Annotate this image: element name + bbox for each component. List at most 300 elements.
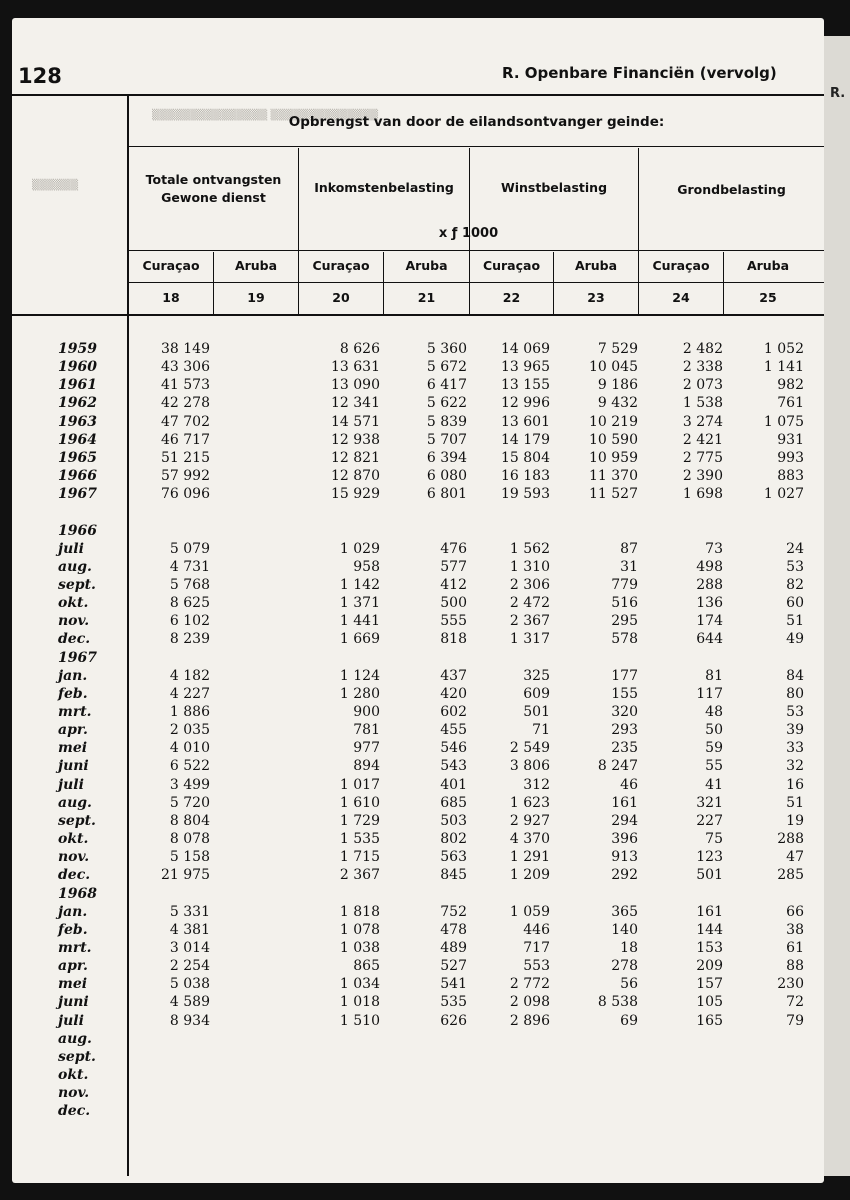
table-cell: 6 801	[426, 486, 467, 503]
table-cell: 157	[696, 976, 723, 993]
table-cell: 1 715	[339, 849, 380, 866]
table-cell: 1 280	[339, 685, 380, 702]
table-cell: 14 069	[501, 341, 550, 357]
table-cell: 900	[353, 704, 380, 720]
table-cell: 503	[440, 812, 467, 829]
table-cell: 136	[696, 595, 723, 612]
label-rule	[129, 282, 824, 283]
table-cell: 123	[696, 849, 723, 866]
table-cell: 5 707	[426, 431, 467, 448]
table-cell: 455	[440, 722, 467, 739]
table-cell: 153	[696, 939, 723, 956]
table-cell: 12 870	[331, 468, 380, 485]
row-label: aug.	[58, 794, 92, 811]
table-cell: 5 158	[169, 849, 210, 866]
table-cell: 5 768	[169, 576, 210, 593]
table-cell: 55	[705, 758, 723, 775]
table-cell: 10 219	[589, 413, 638, 430]
table-cell: 38 149	[161, 341, 210, 357]
table-cell: 437	[440, 667, 467, 684]
table-cell: 913	[611, 849, 638, 866]
table-cell: 4 010	[169, 740, 210, 757]
table-cell: 16 183	[501, 468, 550, 485]
table-cell: 1 027	[763, 486, 804, 503]
column-number: 18	[162, 290, 180, 305]
row-label: feb.	[58, 921, 88, 938]
table-cell: 982	[777, 377, 804, 394]
table-cell: 227	[696, 812, 723, 829]
table-cell: 1 886	[169, 704, 210, 720]
table-cell: 1 291	[509, 849, 550, 866]
table-cell: 41 573	[161, 377, 210, 394]
table-cell: 577	[440, 558, 467, 575]
table-cell: 2 775	[682, 449, 723, 466]
table-cell: 543	[440, 758, 467, 775]
table-cell: 19 593	[501, 486, 550, 503]
table-cell: 80	[786, 685, 804, 702]
table-cell: 4 381	[169, 921, 210, 938]
column-number: 21	[417, 290, 436, 305]
table-cell: 717	[523, 939, 550, 956]
table-cell: 420	[440, 685, 467, 702]
row-label: aug.	[58, 1030, 92, 1047]
table-cell: 2 927	[509, 812, 550, 829]
row-label: 1967	[58, 486, 97, 503]
table-cell: 155	[611, 685, 638, 702]
table-cell: 177	[611, 667, 638, 684]
table-cell: 5 360	[426, 341, 467, 357]
table-cell: 38	[786, 921, 804, 938]
row-label: juni	[58, 994, 89, 1011]
table-cell: 13 090	[331, 377, 380, 394]
table-cell: 161	[696, 903, 723, 920]
table-cell: 958	[353, 558, 380, 575]
row-label: mei	[58, 740, 88, 757]
table-cell: 12 996	[501, 395, 550, 412]
table-cell: 478	[440, 921, 467, 938]
table-cell: 8 078	[169, 831, 210, 848]
table-cell: 9 432	[597, 395, 638, 412]
table-cell: 321	[696, 794, 723, 811]
table-cell: 293	[611, 722, 638, 739]
row-label: 1963	[58, 413, 97, 430]
table-cell: 476	[440, 540, 467, 557]
table-cell: 1 610	[339, 794, 380, 811]
table-cell: 53	[786, 704, 804, 720]
table-cell: 75	[705, 831, 723, 848]
table-cell: 412	[440, 576, 467, 593]
row-label: dec.	[58, 867, 91, 884]
table-cell: 76 096	[161, 486, 210, 503]
row-label: okt.	[58, 831, 89, 848]
table-cell: 7 529	[597, 341, 638, 357]
table-cell: 11 370	[589, 468, 638, 485]
table-cell: 288	[696, 576, 723, 593]
row-label: sept.	[58, 812, 96, 829]
table-cell: 1 623	[509, 794, 550, 811]
table-cell: 1 538	[682, 395, 723, 412]
table-cell: 87	[620, 540, 638, 557]
table-cell: 8 804	[169, 812, 210, 829]
table-cell: 845	[440, 867, 467, 884]
table-cell: 48	[705, 704, 723, 720]
table-cell: 42 278	[161, 395, 210, 412]
row-label: juni	[58, 758, 89, 775]
table-cell: 105	[696, 994, 723, 1011]
row-label: 1966	[58, 468, 97, 485]
table-cell: 81	[705, 667, 723, 684]
table-cell: 19	[786, 812, 804, 829]
table-cell: 555	[440, 613, 467, 630]
table-cell: 546	[440, 740, 467, 757]
table-cell: 3 499	[169, 776, 210, 793]
table-cell: 501	[523, 704, 550, 720]
table-cell: 14 179	[501, 431, 550, 448]
table-cell: 401	[440, 776, 467, 793]
table-cell: 563	[440, 849, 467, 866]
table-cell: 8 625	[169, 595, 210, 612]
row-label: juli	[58, 776, 84, 793]
table-cell: 761	[777, 395, 804, 412]
row-label: okt.	[58, 1067, 89, 1083]
table-cell: 230	[777, 976, 804, 993]
table-cell: 49	[786, 631, 804, 648]
table-cell: 865	[353, 958, 380, 975]
table-cell: 4 370	[509, 831, 550, 848]
table-cell: 2 367	[339, 867, 380, 884]
row-label: apr.	[58, 958, 88, 975]
table-cell: 84	[786, 667, 804, 684]
row-label: 1967	[58, 649, 97, 666]
table-cell: 2 367	[509, 613, 550, 630]
row-label: jan.	[58, 667, 88, 684]
column-label: Curaçao	[482, 258, 541, 273]
column-label: Aruba	[574, 258, 618, 273]
table-cell: 1 034	[339, 976, 380, 993]
table-cell: 88	[786, 958, 804, 975]
table-cell: 4 731	[169, 558, 210, 575]
table-cell: 51	[786, 794, 804, 811]
table-cell: 2 772	[509, 976, 550, 993]
table-cell: 609	[523, 685, 550, 702]
row-label: 1965	[58, 449, 97, 466]
table-cell: 6 417	[426, 377, 467, 394]
table-cell: 79	[786, 1012, 804, 1029]
table-cell: 56	[620, 976, 638, 993]
column-number: 20	[332, 290, 350, 305]
column-number: 23	[587, 290, 605, 305]
table-cell: 3 274	[682, 413, 723, 430]
unit-label: x ƒ 1000	[438, 226, 499, 241]
row-label: nov.	[58, 613, 90, 630]
next-page-edge	[824, 36, 850, 1176]
table-cell: 8 626	[339, 341, 380, 357]
row-label: sept.	[58, 1048, 96, 1065]
table-cell: 53	[786, 558, 804, 575]
table-cell: 5 720	[169, 794, 210, 811]
table-cell: 161	[611, 794, 638, 811]
table-cell: 1 038	[339, 939, 380, 956]
row-label: jan.	[58, 903, 88, 920]
table-cell: 31	[620, 558, 638, 575]
table-cell: 1 209	[509, 867, 550, 884]
table-cell: 1 669	[339, 631, 380, 648]
table-cell: 47	[786, 849, 804, 866]
column-number: 19	[247, 290, 265, 305]
column-label: Curaçao	[312, 258, 370, 273]
row-label: 1964	[58, 431, 97, 448]
table-cell: 15 804	[501, 449, 550, 466]
table-cell: 1 562	[509, 540, 550, 557]
group-header-2: Inkomstenbelasting	[314, 180, 454, 195]
table-cell: 6 080	[426, 468, 467, 485]
table-cell: 1 818	[339, 903, 380, 920]
table-cell: 1 142	[339, 576, 380, 593]
table-cell: 295	[611, 613, 638, 630]
table-cell: 8 247	[597, 758, 638, 775]
table-cell: 43 306	[161, 359, 210, 376]
table-cell: 5 038	[169, 976, 210, 993]
table-cell: 13 631	[331, 359, 380, 376]
table-cell: 931	[777, 431, 804, 448]
table-cell: 4 182	[169, 667, 210, 684]
table-cell: 1 124	[339, 667, 380, 684]
page-heading: R. Openbare Financiën (vervolg)	[502, 64, 777, 82]
table-cell: 41	[705, 776, 723, 793]
table-cell: 2 390	[682, 468, 723, 485]
table-cell: 5 079	[169, 540, 210, 557]
table-cell: 2 896	[509, 1012, 550, 1029]
next-page-fragment: R.	[830, 86, 846, 101]
table-cell: 2 338	[682, 359, 723, 376]
header-rule	[129, 250, 824, 251]
table-cell: 66	[786, 903, 804, 920]
table-cell: 2 306	[509, 576, 550, 593]
header-bottom-rule	[12, 314, 824, 316]
table-cell: 2 472	[509, 595, 550, 612]
table-cell: 1 441	[339, 613, 380, 630]
bleed-through: ▒▒▒▒▒▒	[32, 180, 79, 191]
table-cell: 781	[353, 722, 380, 739]
table-cell: 59	[705, 740, 723, 757]
table-cell: 69	[620, 1012, 638, 1029]
table-cell: 1 052	[763, 341, 804, 357]
table-cell: 46	[620, 776, 638, 793]
row-label: 1960	[58, 359, 97, 376]
table-cell: 5 622	[426, 395, 467, 412]
column-label: Curaçao	[142, 258, 200, 273]
table-cell: 16	[786, 776, 804, 793]
table-cell: 50	[705, 722, 723, 739]
table-cell: 553	[523, 958, 550, 975]
table-cell: 685	[440, 794, 467, 811]
table-cell: 752	[440, 903, 467, 920]
table-cell: 165	[696, 1012, 723, 1029]
table-cell: 2 549	[509, 740, 550, 757]
table-cell: 13 965	[501, 359, 550, 376]
table-cell: 527	[440, 958, 467, 975]
table-cell: 140	[611, 921, 638, 938]
table-cell: 285	[777, 867, 804, 884]
row-label: mrt.	[58, 939, 92, 956]
table-cell: 13 601	[501, 413, 550, 430]
table-cell: 1 371	[339, 595, 380, 612]
table-cell: 5 331	[169, 903, 210, 920]
group-header-1-line2: Gewone dienst	[161, 190, 266, 205]
column-number: 22	[502, 290, 521, 305]
table-cell: 779	[611, 576, 638, 593]
table-cell: 1 729	[339, 812, 380, 829]
table-cell: 71	[532, 722, 550, 739]
row-label: juli	[58, 1012, 84, 1029]
table-cell: 4 227	[169, 685, 210, 702]
table-cell: 51	[786, 613, 804, 630]
row-label: 1962	[58, 395, 97, 412]
table-cell: 292	[611, 867, 638, 884]
table-cell: 8 538	[597, 994, 638, 1011]
table-cell: 1 698	[682, 486, 723, 503]
row-label: okt.	[58, 595, 89, 612]
table-cell: 288	[777, 831, 804, 848]
table-cell: 61	[786, 939, 804, 956]
table-cell: 5 672	[426, 359, 467, 376]
row-label: sept.	[58, 576, 96, 593]
table-cell: 32	[786, 758, 804, 775]
table-cell: 396	[611, 831, 638, 848]
table-cell: 6 394	[426, 449, 467, 466]
table-cell: 602	[440, 704, 467, 720]
table-cell: 47 702	[161, 413, 210, 430]
table-cell: 39	[786, 722, 804, 739]
table-cell: 312	[523, 776, 550, 793]
column-number: 24	[672, 290, 690, 305]
table-cell: 8 239	[169, 631, 210, 648]
table-cell: 6 102	[169, 613, 210, 630]
table-cell: 12 341	[331, 395, 380, 412]
table-cell: 325	[523, 667, 550, 684]
group-header-4: Grondbelasting	[677, 182, 786, 197]
table-cell: 894	[353, 758, 380, 775]
table-cell: 1 510	[339, 1012, 380, 1029]
table-cell: 489	[440, 939, 467, 956]
row-label: juli	[58, 540, 84, 557]
table-cell: 541	[440, 976, 467, 993]
row-label: dec.	[58, 1103, 91, 1120]
table-cell: 1 535	[339, 831, 380, 848]
table-cell: 12 821	[331, 449, 380, 466]
table-cell: 4 589	[169, 994, 210, 1011]
group-header-3: Winstbelasting	[500, 180, 608, 195]
table-cell: 2 421	[682, 431, 723, 448]
table-cell: 1 059	[509, 903, 550, 920]
table-cell: 2 098	[509, 994, 550, 1011]
table-cell: 11 527	[589, 486, 638, 503]
table-cell: 8 934	[169, 1012, 210, 1029]
column-label: Aruba	[234, 258, 278, 273]
page-number: 128	[18, 64, 62, 88]
table-cell: 516	[611, 595, 638, 612]
table-cell: 644	[696, 631, 723, 648]
table-cell: 209	[696, 958, 723, 975]
table-cell: 802	[440, 831, 467, 848]
row-label: 1968	[58, 885, 97, 902]
table-cell: 535	[440, 994, 467, 1011]
table-cell: 235	[611, 740, 638, 757]
table-cell: 12 938	[331, 431, 380, 448]
table-cell: 144	[696, 921, 723, 938]
table-cell: 60	[786, 595, 804, 612]
table-cell: 6 522	[169, 758, 210, 775]
row-label: 1966	[58, 522, 97, 539]
column-label: Aruba	[405, 258, 448, 273]
row-label: nov.	[58, 1085, 90, 1102]
row-label: aug.	[58, 558, 92, 575]
title-rule	[129, 146, 824, 147]
column-label: Curaçao	[652, 258, 710, 273]
table-cell: 117	[696, 685, 723, 702]
table-cell: 33	[786, 740, 804, 757]
row-label: 1959	[58, 341, 97, 357]
table-cell: 21 975	[161, 867, 210, 884]
table-cell: 993	[777, 449, 804, 466]
table-cell: 501	[696, 867, 723, 884]
table-cell: 57 992	[161, 468, 210, 485]
table-cell: 1 017	[339, 776, 380, 793]
row-label: nov.	[58, 849, 90, 866]
table-cell: 10 959	[589, 449, 638, 466]
table-cell: 1 029	[339, 540, 380, 557]
table-cell: 2 073	[682, 377, 723, 394]
table-top-rule	[12, 94, 824, 96]
table-cell: 3 806	[509, 758, 550, 775]
table-cell: 3 014	[169, 939, 210, 956]
table-cell: 73	[705, 540, 723, 557]
table-cell: 174	[696, 613, 723, 630]
table-cell: 446	[523, 921, 550, 938]
row-label: mrt.	[58, 704, 92, 720]
bleed-through: ▒▒▒▒▒▒▒▒▒▒▒▒▒▒▒ ▒▒▒▒▒▒▒▒▒▒▒▒▒▒	[152, 110, 379, 121]
table-cell: 15 929	[331, 486, 380, 503]
row-label: 1961	[58, 377, 97, 394]
table-cell: 5 839	[426, 413, 467, 430]
table-cell: 320	[611, 704, 638, 720]
table-cell: 46 717	[161, 431, 210, 448]
group-header-1-line1: Totale ontvangsten	[145, 172, 282, 187]
table-cell: 72	[786, 994, 804, 1011]
table-cell: 1 310	[509, 558, 550, 575]
table-cell: 278	[611, 958, 638, 975]
table-cell: 1 075	[763, 413, 804, 430]
table-cell: 977	[353, 740, 380, 757]
table-cell: 294	[611, 812, 638, 829]
table-cell: 82	[786, 576, 804, 593]
row-label: mei	[58, 976, 88, 993]
document-page	[12, 18, 824, 1183]
column-label: Aruba	[746, 258, 790, 273]
row-label: dec.	[58, 631, 91, 648]
table-cell: 818	[440, 631, 467, 648]
table-cell: 365	[611, 903, 638, 920]
table-cell: 51 215	[161, 449, 210, 466]
table-cell: 2 482	[682, 341, 723, 357]
table-cell: 14 571	[331, 413, 380, 430]
table-cell: 10 045	[589, 359, 638, 376]
table-title: Opbrengst van door de eilandsontvanger geinde:	[288, 114, 665, 130]
table-cell: 24	[786, 540, 804, 557]
table-cell: 9 186	[597, 377, 638, 394]
table-cell: 2 254	[169, 958, 210, 975]
table-cell: 1 018	[339, 994, 380, 1011]
